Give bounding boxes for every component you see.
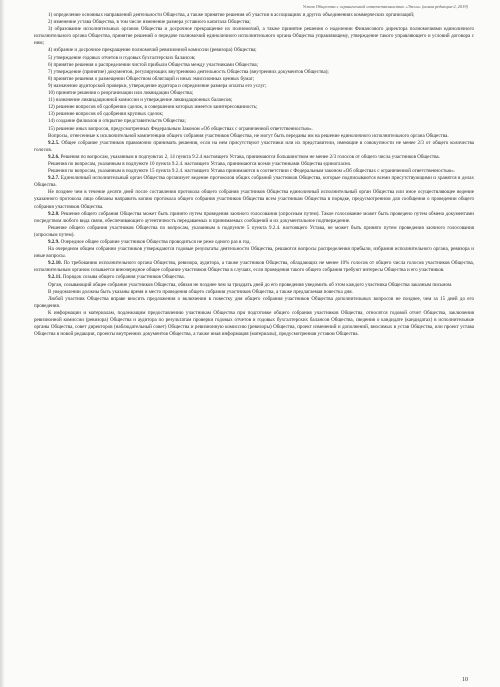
paragraph-text: 12) решение вопросов об одобрении сделок, в совершении которых имеется заинтересованность; <box>48 104 258 111</box>
paragraph <box>34 83 474 90</box>
paragraph-text: Очередное общее собрание участников Общества проводиться не реже одного раз в год. <box>60 239 251 245</box>
paragraph <box>34 189 474 210</box>
paragraph-text: 9) назначение аудиторской проверки, утверждение аудитора и определение размера оплаты его услуг; <box>48 82 267 89</box>
paragraph-text: В уведомлении должны быть указаны время и место проведения общего собрания участников Общества, а также предлагаемая повестка дня. <box>48 288 353 295</box>
paragraph-text: По требованию исполнительного органа Общества, ревизора, аудитора, а также участников Общества, обладающих не менее 10% голосов от общего числа голосов участников Общества, исполнительным органом созывается внеочередное общее собрание участников Общества в случаях, если проведения такого общего собрания требуют интересы Общества и его участников. <box>34 260 475 274</box>
paragraph <box>34 225 474 239</box>
paragraph-text: Не позднее чем в течение десяти дней после составления протокола общего собрания участников Общества единоличный исполнительный орган Общества или иное осуществляющее ведение указанного протокола лицо обязаны направить копию протокола общего собрания участников Общества всем участникам Общества в порядке, предусмотренном для сообщения о проведении общего собрания участников Общества. <box>34 189 474 210</box>
paragraph <box>34 118 474 125</box>
paragraph-text: 4) избрание и досрочное прекращение полномочий ревизионной комиссии (ревизора) Общества; <box>48 47 257 54</box>
paragraph-text: 1) определение основных направлений деятельности Общества, а также принятие решения об участии в ассоциациях и других объединениях коммерческих организаций; <box>48 12 415 18</box>
paragraph <box>34 296 474 310</box>
paragraph-text: 7) утверждение (принятие) документов, регулирующих внутреннюю деятельность Общества (внутренних документов Общества); <box>48 68 329 75</box>
clause-number: 9.2.9. <box>48 239 60 245</box>
paragraph-text: Вопросы, отнесенные к исключительной компетенции общего собрания участников Общества, не могут быть переданы им на решение единоличного исполнительного органа Общества. <box>48 132 449 139</box>
paragraph-text: 8) принятие решения о размещении Обществом облигаций и иных эмиссионных ценных бумаг; <box>48 75 255 82</box>
running-header: Устав Общества с ограниченной ответственностью «Эксон» (новая редакция-2, 2019) <box>302 4 468 9</box>
paragraph-text: Орган, созывающий общее собрание участников Общества, обязан не позднее чем за тридцать дней до его проведения уведомить об этом каждого участника Общества заказным письмом. <box>48 281 453 288</box>
paragraph <box>34 62 474 69</box>
paragraph-text: 15) решение иных вопросов, предусмотренных Федеральным Законом «Об обществах с ограниченной ответственностью». <box>48 125 313 132</box>
paragraph-text: На очередном общем собрании участников утверждаются годовые результаты деятельности Общества, решаются вопросы распределения прибыли, избрания исполнительного органа, ревизора и иные вопросы. <box>34 246 474 260</box>
paragraph <box>34 282 474 289</box>
paragraph-text: 3) образование исполнительных органов Общества и досрочное прекращение их полномочий, а также принятие решения о наделении Финансового директора полномочиями единоличного исполнительного органа Общества, принятие решений о передаче полномочий единоличного исполнительного органа Общества управляющему, утверждение такого управляющего и условий договора с ним; <box>34 26 474 47</box>
paragraph <box>34 175 474 189</box>
paragraph-text: Решение общего собрания Общества может быть принято путем проведения заочного голосования (опросным путем). Такое голосование может быть проведено путем обмена документами посредством любого вида связи, обеспечивающего аутентичность передаваемых и принимаемых сообщений и их документальное подтверждение. <box>34 210 474 224</box>
paragraph <box>34 246 474 260</box>
clause-number: 9.2.6. <box>48 153 60 160</box>
paragraph <box>34 55 474 62</box>
paragraph <box>34 47 474 54</box>
paragraph <box>34 126 474 133</box>
paragraph <box>34 161 474 168</box>
document-body <box>34 12 474 338</box>
paragraph-text: 14) создание филиалов и открытие представительств Общества; <box>48 118 186 125</box>
paragraph <box>34 76 474 83</box>
clause-number: 9.2.7. <box>48 175 60 182</box>
clause-number: 9.2.5. <box>48 139 60 146</box>
paragraph <box>34 133 474 140</box>
paragraph-text: Общее собрание участников правомочно принимать решения, если на нем присутствуют участники или их представители, имеющие в совокупности не менее 2/3 от общего количества голосов. <box>34 139 475 153</box>
paragraph <box>34 310 474 338</box>
paragraph-text: 13) решение вопросов об одобрении крупных сделок; <box>48 111 164 118</box>
paragraph <box>34 274 474 281</box>
paragraph <box>34 260 474 274</box>
paragraph-text: Любой участник Общества вправе вносить предложения о включении в повестку дня общего собрания участников Общества дополнительных вопросов не позднее, чем за 15 дней до его проведения. <box>34 295 474 309</box>
paragraph <box>34 69 474 76</box>
page-edge-shadow <box>0 0 5 687</box>
paragraph <box>34 26 474 47</box>
paragraph-text: Решение общего собрания участников Общества по вопросам, указанным в подпункте 5 пункта 9.2.4. настоящего Устава, не может быть принято путем проведения заочного голосования (опросным путем). <box>34 224 474 238</box>
paragraph-text: 2) изменение устава Общества, в том числе изменение размера уставного капитала Общества; <box>48 19 251 26</box>
paragraph-text: К информации и материалам, подлежащим предоставлению участникам Общества при подготовке общего собрания участников Общества, относятся годовой отчет Общества, заключения ревизионной комиссии (ревизора) Общества и аудитора по результатам проверки годовых отчетов и годовых бухгалтерских балансов Общества, сведения о кандидате (кандидатах) в исполнительные органы Общества, совет директоров (наблюдательный совет) Общества и ревизионную комиссию (ревизоры) Общества, проект изменений и дополнений, вносимых в устав Общества, или проект устава Общества в новой редакции, проекты внутренних документов Общества, а также иная информация (материалы), предусмотренная уставом Общества. <box>34 309 474 338</box>
paragraph <box>34 289 474 296</box>
paragraph-text: 11) назначение ликвидационной комиссии и утверждение ликвидационных балансов; <box>48 97 233 104</box>
paragraph <box>34 140 474 154</box>
clause-number: 9.2.8. <box>48 210 60 217</box>
paragraph-text: Решения по вопросам, указанным в подпункте 10 пункта 9.2.4. настоящего Устава, принимаются всеми участниками Общества единогласно. <box>48 160 352 167</box>
paragraph-text: 6) принятие решения о распределении чистой прибыли Общества между участниками Общества; <box>48 61 259 68</box>
paragraph <box>34 154 474 161</box>
clause-number: 9.2.10. <box>48 260 62 267</box>
paragraph-text: Единоличный исполнительный орган Общества организует ведение протоколов общих собраний участников Общества, которые подписываются всеми присутствующими и хранятся в делах Общества. <box>34 175 475 189</box>
paragraph-text: 5) утверждение годовых отчетов и годовых бухгалтерских балансов; <box>48 54 196 61</box>
paragraph-text: Порядок созыва общего собрания участников Общества. <box>62 274 185 281</box>
paragraph-text: 10) принятие решения о реорганизации или ликвидации Общества; <box>48 90 194 97</box>
paragraph <box>34 211 474 225</box>
paragraph-text: Решения по вопросам, указанным в подпункте 15 пункта 9.2.4. настоящего Устава принимаются в соответствии с Федеральным законом «Об обществах с ограниченной ответственностью». <box>48 168 456 175</box>
paragraph-text: Решения по вопросам, указанным в подпунктах 2, 14 пункта 9.2.4 настоящего Устава, принимаются большинством не менее 2/3 голосов от общего числа участников Общества. <box>60 153 440 160</box>
page-number: 10 <box>462 677 468 683</box>
clause-number: 9.2.11. <box>48 274 62 281</box>
